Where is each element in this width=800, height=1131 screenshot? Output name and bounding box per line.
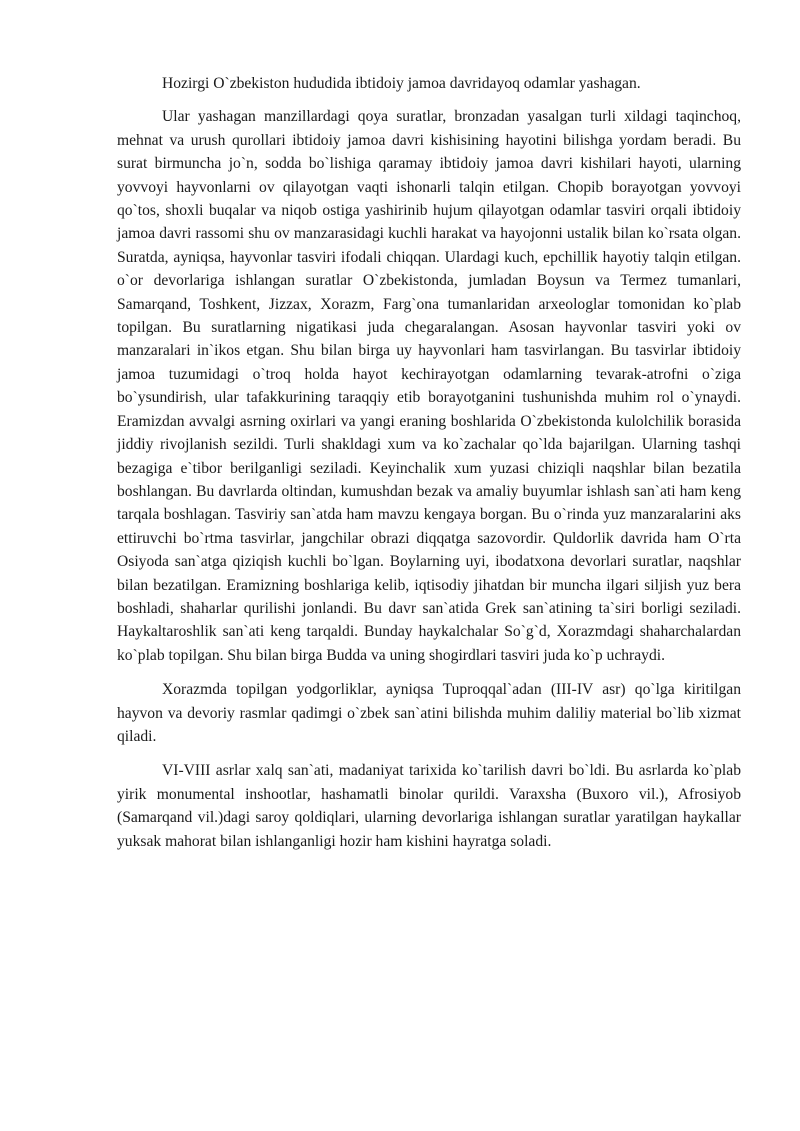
paragraph-intro: Hozirgi O`zbekiston hududida ibtidoiy jamoa davridayoq odamlar yashagan. bbox=[162, 75, 641, 92]
document-body bbox=[117, 72, 741, 864]
paragraph-6-8-centuries: VI-VIII asrlar xalq san`ati, madaniyat tarixida ko`tarilish davri bo`ldi. Bu asrlarda ko`plab yirik monumental inshootlar, hashamatli binolar qurildi. Varaxsha (Buxoro vil.), Afrosiyob (Samarqand vil.)dagi saroy qoldiqlari, ularning devorlariga ishlangan suratlar yaratilgan haykallar yuksak mahorat bilan ishlanganligi hozir ham kishini hayratga soladi. bbox=[117, 762, 741, 850]
paragraph-khorezm: Xorazmda topilgan yodgorliklar, ayniqsa Tuproqqal`adan (III-IV asr) qo`lga kiritilgan hayvon va devoriy rasmlar qadimgi o`zbek san`atini bilishda muhim daliliy material bo`lib xizmat qiladi. bbox=[117, 681, 741, 745]
paragraph-rock-art: Ular yashagan manzillardagi qoya suratlar, bronzadan yasalgan turli xildagi taqinchoq, mehnat va urush qurollari ibtidoiy jamoa davri kishisining hayotini bilishga yordam beradi. Bu surat birmuncha jo`n, sodda bo`lishiga qaramay ibtidoiy jamoa davri kishilari hayoti, ularning yovvoyi hayvonlarni ov qilayotgan vaqti ishonarli talqin etilgan. Chopib borayotgan yovvoyi qo`tos, shoxli buqalar va niqob ostiga yashirinib hujum qilayotgan odamlar tasviri orqali ibtidoiy jamoa davri rassomi shu ov manzarasidagi kuchli harakat va hayojonni ustalik bilan ko`rsata olgan. Suratda, ayniqsa, hayvonlar tasviri ifodali chiqqan. Ulardagi kuch, epchillik hayotiy talqin etilgan. o`or devorlariga ishlangan suratlar O`zbekistonda, jumladan Boysun va Termez tumanlari, Samarqand, Toshkent, Jizzax, Xorazm, Farg`ona tumanlaridan arxeologlar tomonidan ko`plab topilgan. Bu suratlarning nigatikasi juda chegaralangan. Asosan hayvonlar tasviri yoki ov manzaralari in`ikos etgan. Shu bilan birga uy hayvonlari ham tasvirlangan. Bu tasvirlar ibtidoiy jamoa tuzumidagi o`troq holda hayot kechirayotgan odamlarning tevarak-atrofni o`ziga bo`ysundirish, ular tafakkurining taraqqiy etib borayotganini tushunishda muhim rol o`ynaydi. Eramizdan avvalgi asrning oxirlari va yangi eraning boshlarida O`zbekistonda kulolchilik borasida jiddiy rivojlanish sezildi. Turli shakldagi xum va ko`zachalar qo`lda bajarilgan. Ularning tashqi bezagiga e`tibor berilganligi seziladi. Keyinchalik xum yuzasi chiziqli naqshlar bilan bezatila boshlangan. Bu davrlarda oltindan, kumushdan bezak va amaliy buyumlar ishlash san`ati ham keng tarqala boshlagan. Tasviriy san`atda ham mavzu kengaya borgan. Bu o`rinda yuz manzaralarini aks ettiruvchi bo`rtma tasvirlar, jangchilar obrazi diqqatga sazovordir. Quldorlik davrida ham O`rta Osiyoda san`atga qiziqish kuchli bo`lgan. Boylarning uyi, ibodatxona devorlari suratlar, naqshlar bilan bezatilgan. Eramizning boshlariga kelib, iqtisodiy jihatdan bir muncha ilgari siljish yuz bera boshladi, shaharlar qurilishi jonlandi. Bu davr san`atida Grek san`atining ta`siri borligi seziladi. Haykaltaroshlik san`ati keng tarqaldi. Bunday haykalchalar So`g`d, Xorazmdagi shaharchalardan ko`plab topilgan. Shu bilan birga Budda va uning shogirdlari tasviri juda ko`p uchraydi. bbox=[117, 108, 741, 664]
